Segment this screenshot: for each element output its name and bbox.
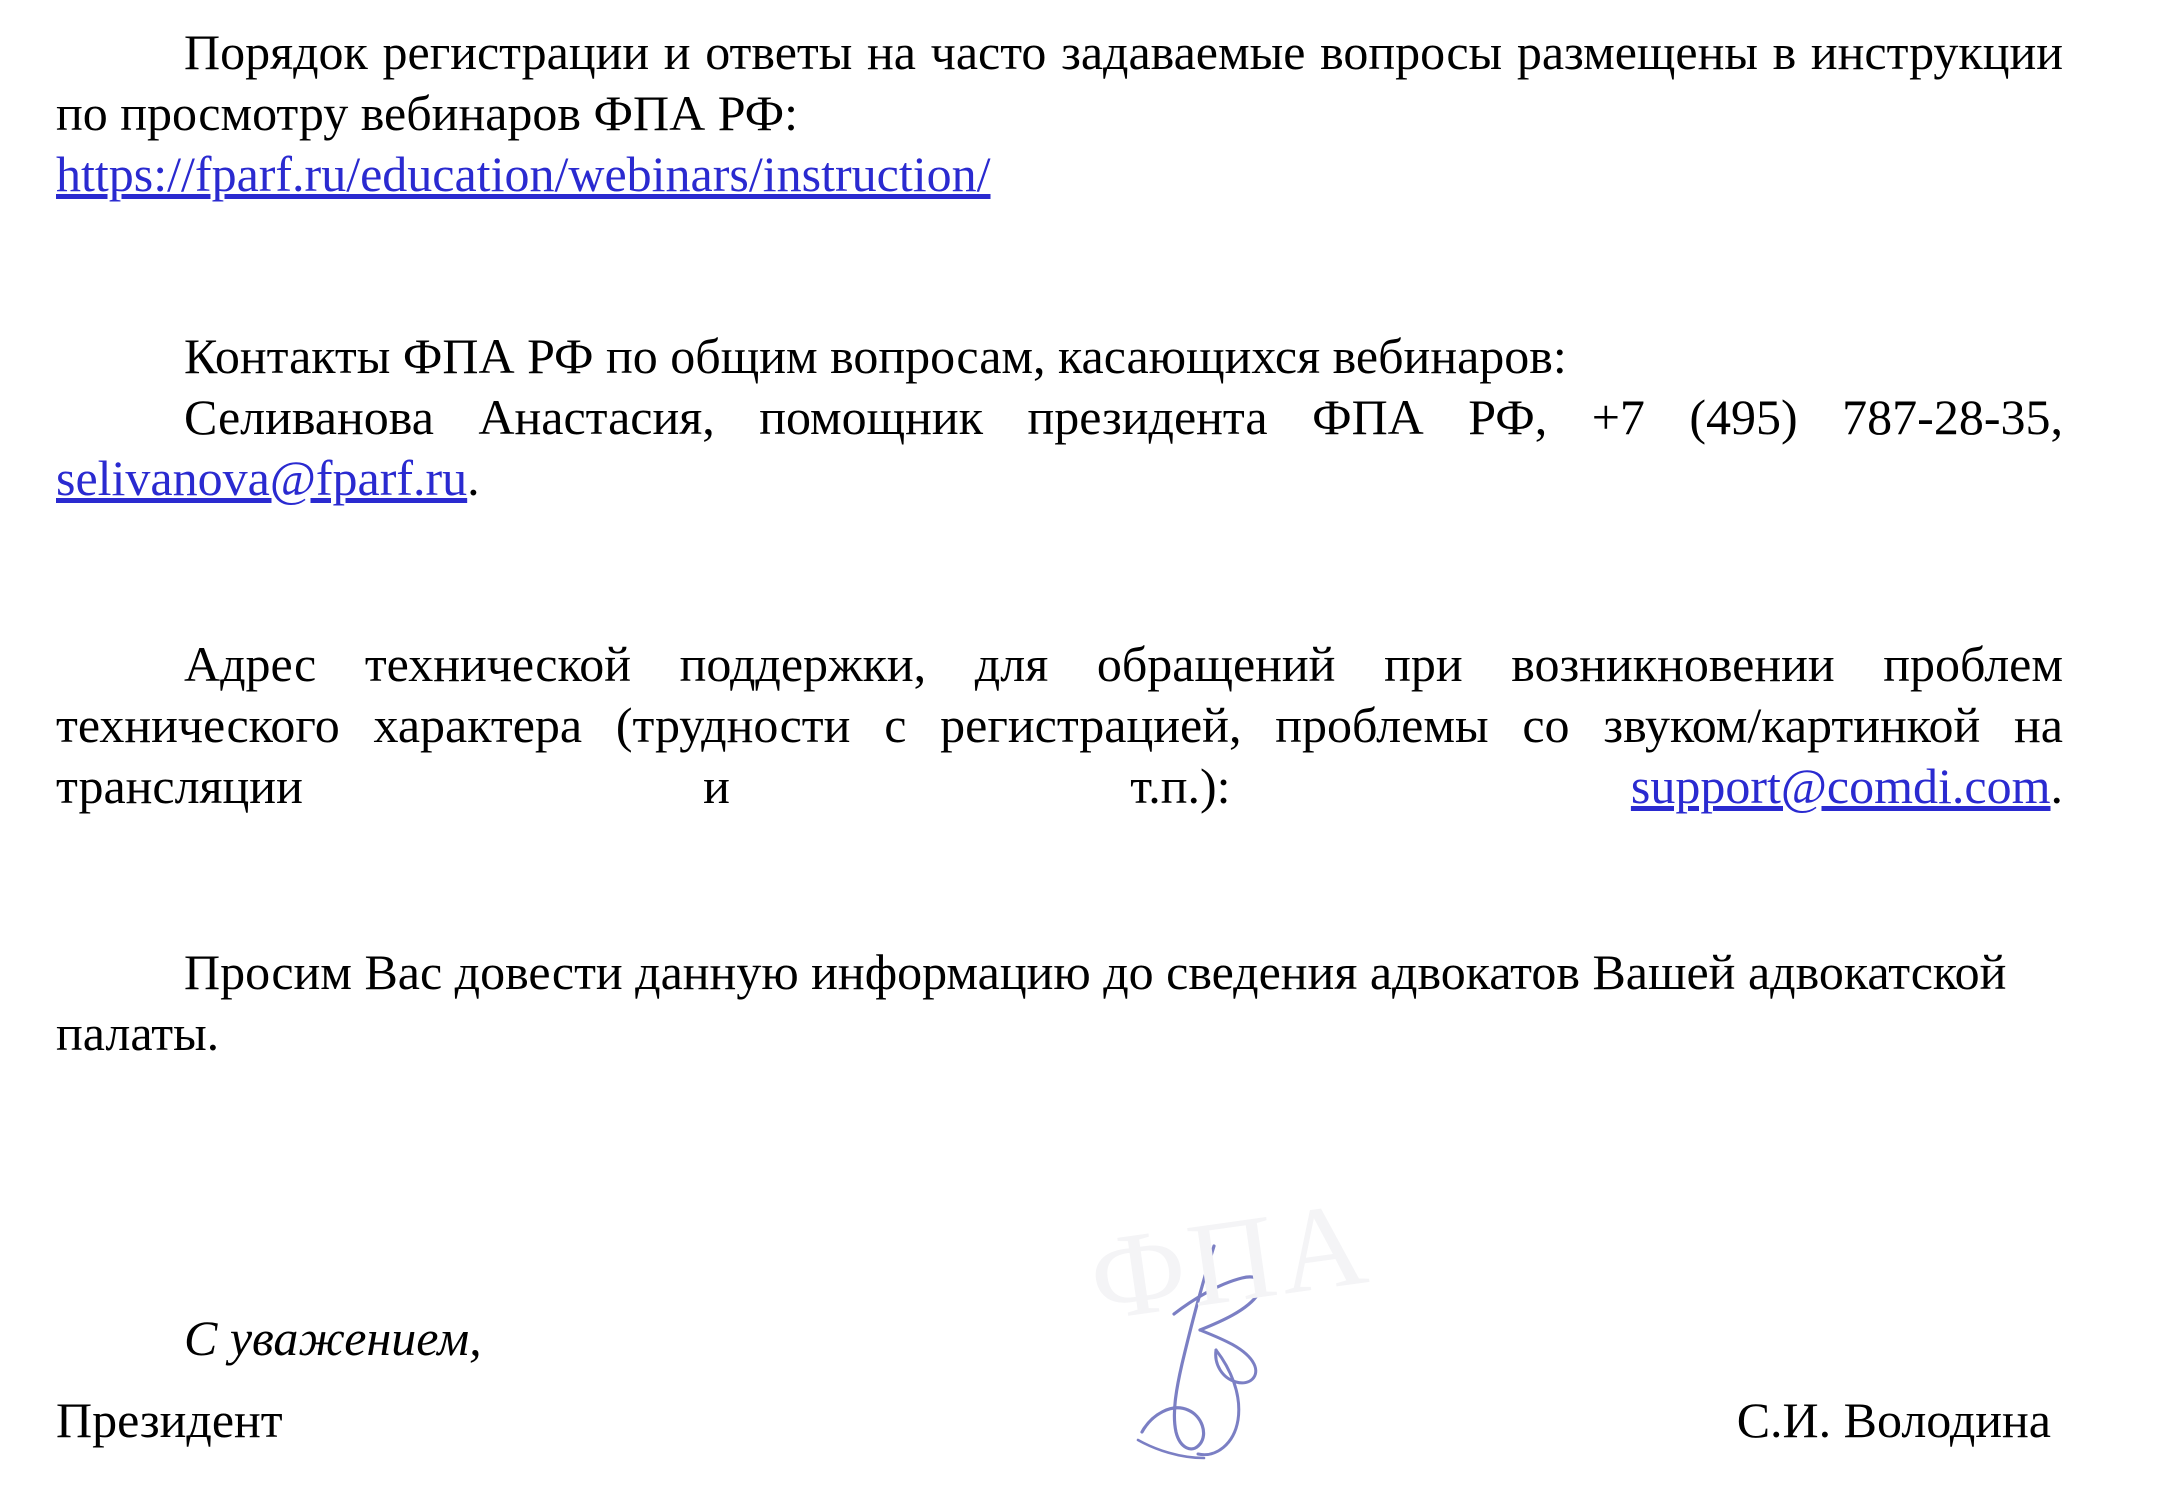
paragraph-contacts-heading [56, 326, 2063, 387]
paragraph-tech-support [56, 634, 2063, 878]
tech-support-text-tail: . [2050, 758, 2063, 814]
paragraph-contact-person [56, 387, 2063, 570]
contact-person-text-tail: . [467, 450, 480, 506]
contacts-block [56, 326, 2063, 570]
paragraph-request [56, 942, 2063, 1064]
signature-role: Президент [56, 1392, 283, 1448]
request-block [56, 942, 2063, 1064]
request-text: Просим Вас довести данную информацию до сведения адвокатов Вашей адвокатской палаты. [56, 944, 2007, 1061]
spacer [56, 570, 2063, 634]
spacer [56, 878, 2063, 942]
registration-info-text: Порядок регистрации и ответы на часто задаваемые вопросы размещены в инструкции по просмотру вебинаров ФПА РФ: [56, 24, 2063, 141]
contact-email-link[interactable]: selivanova@fparf.ru [56, 450, 468, 506]
contacts-heading-text: Контакты ФПА РФ по общим вопросам, касающихся вебинаров: [184, 328, 1567, 384]
signature-area [56, 1308, 2063, 1450]
contact-person-text: Селиванова Анастасия, помощник президента ФПА РФ, +7 (495) 787-28-35, [184, 389, 2063, 445]
spacer [56, 266, 2063, 326]
signature-regards: С уважением, [184, 1310, 482, 1366]
tech-support-block [56, 634, 2063, 878]
tech-support-text: Адрес технической поддержки, для обращений при возникновении проблем технического характера (трудности с регистрацией, проблемы со звуком/картинкой на трансляции и т.п.): [56, 636, 2063, 814]
webinar-instruction-link[interactable]: https://fparf.ru/education/webinars/instruction/ [56, 146, 991, 202]
background-watermark: ФПА [1082, 1175, 1378, 1346]
support-email-link[interactable]: support@comdi.com [1630, 758, 2051, 814]
signature-row [56, 1390, 2063, 1450]
paragraph-registration-info [56, 22, 2063, 266]
signature-name: С.И. Володина [1736, 1392, 2051, 1448]
